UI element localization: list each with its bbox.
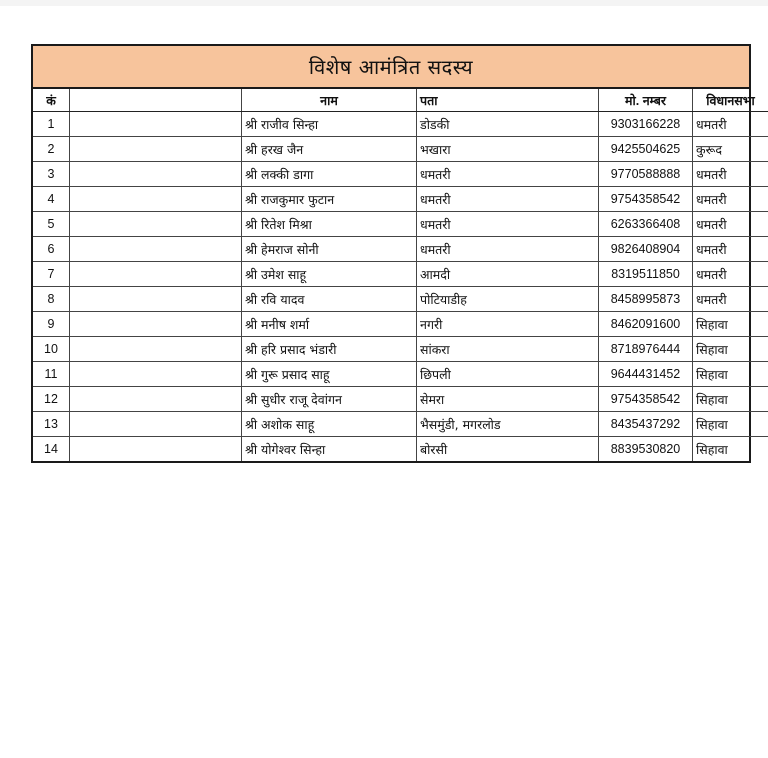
cell-name: श्री हेमराज सोनी bbox=[242, 237, 417, 262]
cell-address: धमतरी bbox=[417, 237, 599, 262]
cell-constituency: सिहावा bbox=[693, 362, 768, 387]
cell-name: श्री उमेश साहू bbox=[242, 262, 417, 287]
cell-sno: 6 bbox=[33, 237, 70, 262]
cell-name: श्री हरि प्रसाद भंडारी bbox=[242, 337, 417, 362]
cell-blank bbox=[70, 137, 242, 162]
header-address: पता bbox=[417, 89, 599, 112]
cell-name: श्री रितेश मिश्रा bbox=[242, 212, 417, 237]
cell-sno: 5 bbox=[33, 212, 70, 237]
header-blank bbox=[70, 89, 242, 112]
cell-mobile: 9303166228 bbox=[599, 112, 693, 137]
cell-address: बोरसी bbox=[417, 437, 599, 462]
cell-blank bbox=[70, 312, 242, 337]
cell-blank bbox=[70, 187, 242, 212]
cell-address: नगरी bbox=[417, 312, 599, 337]
cell-sno: 4 bbox=[33, 187, 70, 212]
table-row bbox=[33, 412, 768, 437]
cell-sno: 14 bbox=[33, 437, 70, 462]
cell-mobile: 8458995873 bbox=[599, 287, 693, 312]
cell-mobile: 8718976444 bbox=[599, 337, 693, 362]
table-row bbox=[33, 187, 768, 212]
cell-mobile: 9754358542 bbox=[599, 187, 693, 212]
cell-constituency: धमतरी bbox=[693, 112, 768, 137]
table-row bbox=[33, 162, 768, 187]
table-row bbox=[33, 437, 768, 462]
header-name: नाम bbox=[242, 89, 417, 112]
cell-mobile: 9425504625 bbox=[599, 137, 693, 162]
cell-sno: 7 bbox=[33, 262, 70, 287]
cell-blank bbox=[70, 237, 242, 262]
cell-name: श्री राजकुमार फुटान bbox=[242, 187, 417, 212]
cell-name: श्री गुरू प्रसाद साहू bbox=[242, 362, 417, 387]
cell-blank bbox=[70, 212, 242, 237]
cell-sno: 12 bbox=[33, 387, 70, 412]
cell-name: श्री मनीष शर्मा bbox=[242, 312, 417, 337]
cell-constituency: धमतरी bbox=[693, 187, 768, 212]
cell-name: श्री हरख जैन bbox=[242, 137, 417, 162]
cell-constituency: सिहावा bbox=[693, 337, 768, 362]
table-row bbox=[33, 212, 768, 237]
cell-address: धमतरी bbox=[417, 212, 599, 237]
cell-constituency: धमतरी bbox=[693, 212, 768, 237]
cell-blank bbox=[70, 362, 242, 387]
cell-name: श्री लक्की डागा bbox=[242, 162, 417, 187]
cell-mobile: 8839530820 bbox=[599, 437, 693, 462]
members-table bbox=[33, 89, 768, 461]
cell-address: आमदी bbox=[417, 262, 599, 287]
cell-constituency: सिहावा bbox=[693, 412, 768, 437]
cell-mobile: 8319511850 bbox=[599, 262, 693, 287]
table-row bbox=[33, 387, 768, 412]
cell-sno: 1 bbox=[33, 112, 70, 137]
cell-mobile: 8435437292 bbox=[599, 412, 693, 437]
cell-sno: 13 bbox=[33, 412, 70, 437]
table-row bbox=[33, 362, 768, 387]
table-row bbox=[33, 312, 768, 337]
cell-address: डोडकी bbox=[417, 112, 599, 137]
cell-blank bbox=[70, 387, 242, 412]
cell-name: श्री सुधीर राजू देवांगन bbox=[242, 387, 417, 412]
table-row bbox=[33, 262, 768, 287]
table-row bbox=[33, 137, 768, 162]
cell-name: श्री अशोक साहू bbox=[242, 412, 417, 437]
cell-sno: 10 bbox=[33, 337, 70, 362]
cell-address: भखारा bbox=[417, 137, 599, 162]
cell-address: सेमरा bbox=[417, 387, 599, 412]
header-mobile: मो. नम्बर bbox=[599, 89, 693, 112]
cell-address: धमतरी bbox=[417, 187, 599, 212]
table-row bbox=[33, 237, 768, 262]
cell-blank bbox=[70, 112, 242, 137]
cell-address: धमतरी bbox=[417, 162, 599, 187]
cell-constituency: धमतरी bbox=[693, 262, 768, 287]
cell-mobile: 9770588888 bbox=[599, 162, 693, 187]
cell-sno: 3 bbox=[33, 162, 70, 187]
cell-name: श्री रवि यादव bbox=[242, 287, 417, 312]
cell-blank bbox=[70, 337, 242, 362]
cell-mobile: 9826408904 bbox=[599, 237, 693, 262]
table-row bbox=[33, 337, 768, 362]
cell-address: भैसमुंडी, मगरलोड bbox=[417, 412, 599, 437]
cell-sno: 8 bbox=[33, 287, 70, 312]
cell-sno: 9 bbox=[33, 312, 70, 337]
table-row bbox=[33, 287, 768, 312]
cell-constituency: धमतरी bbox=[693, 287, 768, 312]
cell-constituency: धमतरी bbox=[693, 237, 768, 262]
cell-mobile: 8462091600 bbox=[599, 312, 693, 337]
cell-address: सांकरा bbox=[417, 337, 599, 362]
table-body bbox=[33, 112, 768, 462]
top-strip bbox=[0, 0, 768, 6]
cell-constituency: कुरूद bbox=[693, 137, 768, 162]
cell-address: पोटियाडीह bbox=[417, 287, 599, 312]
cell-mobile: 9644431452 bbox=[599, 362, 693, 387]
cell-mobile: 9754358542 bbox=[599, 387, 693, 412]
table-row bbox=[33, 112, 768, 137]
cell-address: छिपली bbox=[417, 362, 599, 387]
header-row bbox=[33, 89, 768, 112]
members-sheet bbox=[31, 44, 755, 463]
cell-blank bbox=[70, 287, 242, 312]
cell-name: श्री योगेश्वर सिन्हा bbox=[242, 437, 417, 462]
cell-name: श्री राजीव सिन्हा bbox=[242, 112, 417, 137]
cell-constituency: सिहावा bbox=[693, 387, 768, 412]
cell-mobile: 6263366408 bbox=[599, 212, 693, 237]
cell-constituency: सिहावा bbox=[696, 441, 728, 457]
cell-constituency: धमतरी bbox=[693, 162, 768, 187]
header-constituency: विधानसभा bbox=[693, 89, 768, 112]
cell-constituency: सिहावा bbox=[693, 312, 768, 337]
cell-blank bbox=[70, 262, 242, 287]
cell-sno: 2 bbox=[33, 137, 70, 162]
header-sno: कं bbox=[33, 89, 70, 112]
sheet-title: विशेष आमंत्रित सदस्य bbox=[33, 46, 749, 89]
cell-sno: 11 bbox=[33, 362, 70, 387]
cell-blank bbox=[70, 412, 242, 437]
cell-blank bbox=[70, 437, 242, 462]
cell-blank bbox=[70, 162, 242, 187]
